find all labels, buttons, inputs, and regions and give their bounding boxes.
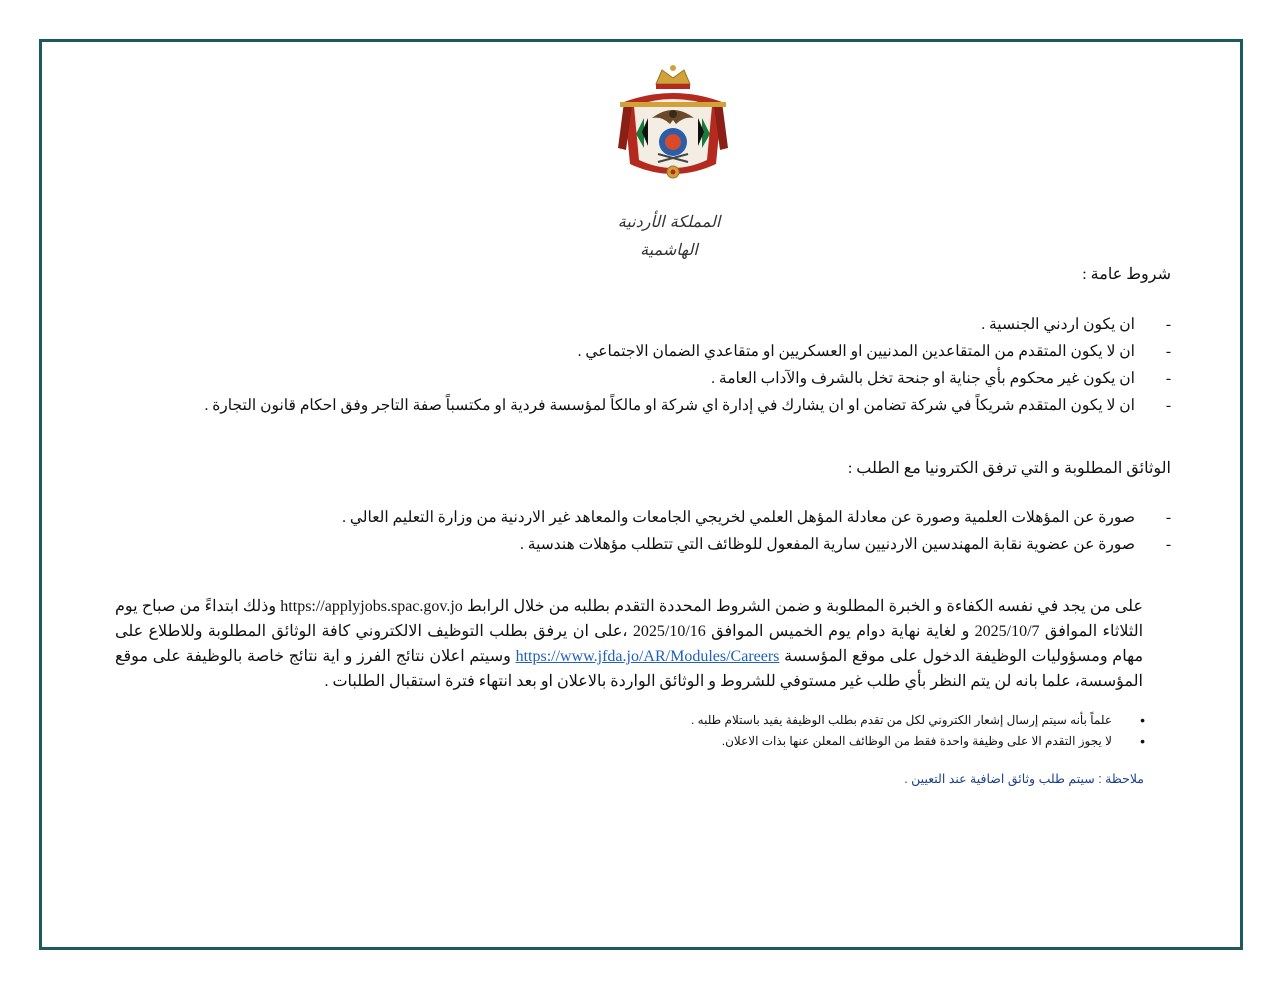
list-item: - ان لا يكون المتقدم شريكاً في شركة تضامن او ان يشارك في إدارة اي شركة او مالكاً لمؤسسة فردية او مكتسباً صفة التاجر وفق احكام قانون التجارة . <box>204 392 1171 419</box>
list-item: - ان لا يكون المتقدم من المتقاعدين المدنيين او العسكريين او متقاعدي الضمان الاجتماعي . <box>204 338 1171 365</box>
list-item: • لا يجوز التقدم الا على وظيفة واحدة فقط من الوظائف المعلن عنها بذات الاعلان. <box>691 731 1145 752</box>
list-item: - صورة عن عضوية نقابة المهندسين الاردنيين سارية المفعول للوظائف التي تتطلب مؤهلات هندسية . <box>342 531 1171 558</box>
list-item: - ان يكون غير محكوم بأي جناية او جنحة تخل بالشرف والآداب العامة . <box>204 365 1171 392</box>
notes-list <box>691 710 1145 752</box>
list-item: - ان يكون اردني الجنسية . <box>204 311 1171 338</box>
application-text-end: وسيتم اعلان نتائج الفرز و اية نتائج خاصة بالوظيفة على موقع المؤسسة، علما بانه لن يتم النظر بأي طلب غير مستوفي للشروط و الوثائق الواردة بالاعلان او بعد انتهاء فترة استقبال الطلبات . <box>115 648 1143 690</box>
list-item: • علماً بأنه سيتم إرسال إشعار الكتروني لكل من تقدم بطلب الوظيفة يفيد باستلام طلبه . <box>691 710 1145 731</box>
careers-link[interactable]: https://www.jfda.jo/AR/Modules/Careers <box>515 648 780 665</box>
general-conditions-heading: شروط عامة : <box>1082 266 1171 283</box>
remark-note: ملاحظة : سيتم طلب وثائق اضافية عند التعيين . <box>904 772 1144 786</box>
list-item: - صورة عن المؤهلات العلمية وصورة عن معادلة المؤهل العلمي لخريجي الجامعات والمعاهد غير الاردنية من وزارة التعليم العالي . <box>342 504 1171 531</box>
kingdom-calligraphy-caption: المملكة الأردنية الهاشمية <box>617 212 721 259</box>
application-instructions-paragraph <box>115 594 1143 694</box>
general-conditions-list <box>204 311 1171 419</box>
required-documents-list <box>342 504 1171 558</box>
jordan-coat-of-arms-emblem <box>614 62 732 192</box>
application-text-start: على من يجد في نفسه الكفاءة و الخبرة المطلوبة و ضمن الشروط المحددة التقدم بطلبه من خلال الرابط https://applyjobs.spac.gov.jo وذلك ابتداءً من صباح يوم الثلاثاء الموافق 2025/10/7 و لغاية نهاية دوام يوم الخميس الموافق 2025/10/16 ،على ان يرفق بطلب التوظيف الالكتروني كافة الوثائق المطلوبة وللاطلاع على مهام ومسؤوليات الوظيفة الدخول على موقع المؤسسة <box>115 598 1144 665</box>
required-documents-heading: الوثائق المطلوبة و التي ترفق الكترونيا مع الطلب : <box>847 460 1171 477</box>
